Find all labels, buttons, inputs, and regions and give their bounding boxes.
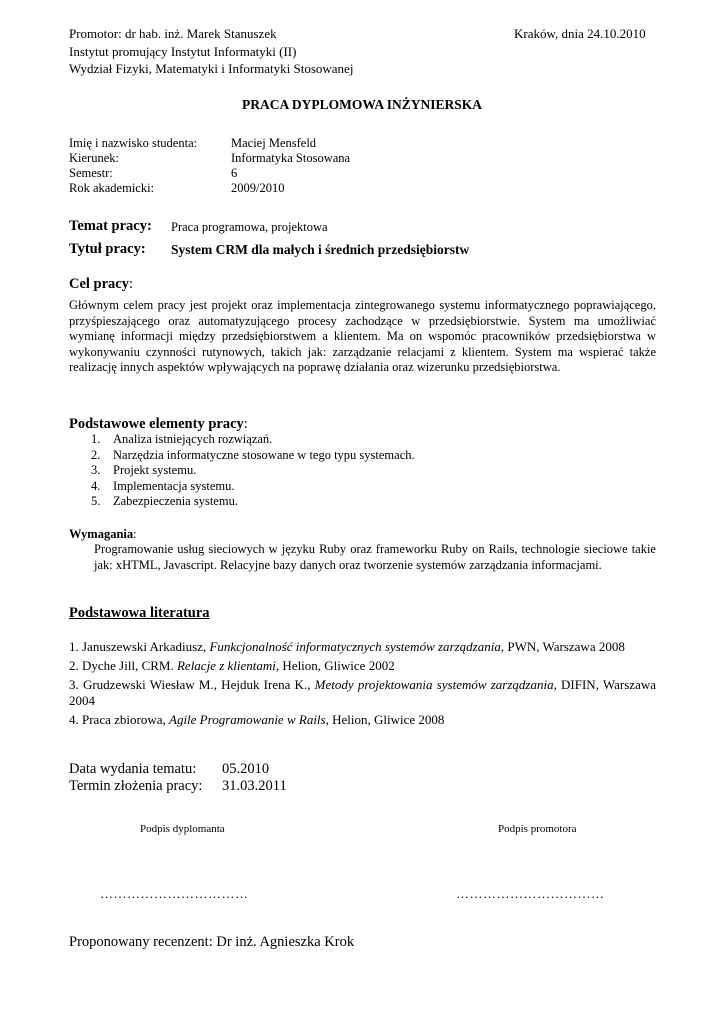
list-item-number: 5. [91, 494, 101, 508]
topic-value: Praca programowa, projektowa [171, 220, 328, 234]
semester-row [69, 166, 350, 181]
literature-title: Metody projektowania systemów zarządzania [314, 677, 554, 692]
due-date-value: 31.03.2011 [222, 778, 287, 794]
literature-title: Relacje z klientami [176, 658, 276, 673]
requirements-colon: : [133, 527, 137, 541]
literature-title: Funkcjonalność informatycznych systemów zarządzania [209, 639, 501, 654]
literature-publisher: , DIFIN, Warszawa 2004 [69, 677, 657, 708]
literature-authors: 2. Dyche Jill, CRM. [69, 658, 177, 673]
literature-title: Agile Programowanie w Rails [169, 712, 326, 727]
literature-heading: Podstawowa literatura [69, 605, 210, 621]
requirements-heading [69, 526, 137, 542]
list-item [91, 448, 415, 464]
academic-year-row [69, 181, 350, 196]
student-info [69, 136, 350, 196]
list-item-text: Zabezpieczenia systemu. [113, 494, 238, 508]
literature-item [69, 677, 656, 709]
goal-colon: : [129, 276, 134, 292]
student-name-label: Imię i nazwisko studenta: [69, 136, 198, 150]
place-date: Kraków, dnia 24.10.2010 [514, 26, 646, 41]
field-of-study-label: Kierunek: [69, 151, 119, 165]
literature-authors: 3. Grudzewski Wiesław M., Hejduk Irena K., [69, 677, 315, 692]
elements-label: Podstawowe elementy pracy [69, 416, 244, 432]
semester-label: Semestr: [69, 166, 113, 180]
literature-publisher: , Helion, Gliwice 2002 [275, 658, 395, 673]
issue-date-value: 05.2010 [222, 761, 270, 777]
list-item-text: Implementacja systemu. [113, 478, 235, 493]
thesis-title-value: System CRM dla małych i średnich przedsiębiorstw [171, 242, 470, 257]
list-item [91, 494, 415, 510]
topic-label: Temat pracy: [69, 218, 152, 234]
list-item [91, 463, 415, 479]
institute-line: Instytut promujący Instytut Informatyki (II) [69, 44, 297, 59]
literature-item [69, 712, 656, 728]
document-title: PRACA DYPLOMOWA INŻYNIERSKA [241, 97, 483, 112]
elements-colon: : [243, 416, 248, 432]
literature-publisher: , Helion, Gliwice 2008 [325, 712, 445, 727]
requirements-text: Programowanie usług sieciowych w języku Ruby oraz frameworku Ruby on Rails, technologie sieciowe takie jak: xHTML, Javascript. Relacyjne bazy danych oraz tworzenie systemów zarządzania informacjami. [94, 542, 656, 572]
elements-heading [69, 415, 248, 433]
requirements-label: Wymagania [69, 527, 134, 541]
semester-value: 6 [231, 166, 238, 180]
promotor-signature-line: …………………………… [456, 886, 605, 901]
literature-item [69, 639, 656, 655]
student-name-value: Maciej Mensfeld [231, 136, 317, 150]
promotor-signature-label: Podpis promotora [498, 823, 577, 835]
student-signature-line: …………………………… [100, 886, 249, 901]
list-item-number: 3. [91, 463, 101, 477]
issue-date-label: Data wydania tematu: [69, 761, 197, 777]
faculty-line: Wydział Fizyki, Matematyki i Informatyki Stosowanej [69, 61, 354, 76]
list-item-number: 4. [91, 478, 101, 493]
list-item-text: Narzędzia informatyczne stosowane w tego typu systemach. [113, 447, 415, 462]
list-item-number: 2. [91, 447, 101, 462]
due-date-label: Termin złożenia pracy: [69, 778, 203, 794]
goal-label: Cel pracy [69, 276, 129, 292]
list-item [91, 432, 415, 448]
goal-heading [69, 275, 133, 293]
literature-authors: 1. Januszewski Arkadiusz, [69, 639, 210, 654]
thesis-title-label: Tytuł pracy: [69, 241, 146, 257]
list-item-text: Analiza istniejących rozwiązań. [113, 432, 273, 446]
elements-list [91, 432, 415, 510]
field-of-study-row [69, 151, 350, 166]
promotor-line: Promotor: dr hab. inż. Marek Stanuszek [69, 26, 277, 41]
literature-item [69, 658, 656, 674]
list-item-text: Projekt systemu. [113, 463, 197, 477]
literature-publisher: , PWN, Warszawa 2008 [500, 639, 625, 654]
student-signature-label: Podpis dyplomanta [140, 823, 225, 835]
goal-text: Głównym celem pracy jest projekt oraz implementacja zintegrowanego systemu informatycznego poprawiającego, przyśpieszającego oraz automatyzującego procesy zachodzące w przedsiębiorstwie. System ma umożliwiać wymianę informacji między przedsiębiorstwem a klientem. Ma on wspomóc pracowników przedsiębiorstwa w wykonywaniu czynności rutynowych, takich jak: zarządzanie relacjami z klientem. System ma wspierać także realizację innych aspektów wpływających na poprawę działania oraz wizerunku przedsiębiorstwa. [69, 298, 656, 375]
literature-authors: 4. Praca zbiorowa, [69, 712, 169, 727]
field-of-study-value: Informatyka Stosowana [231, 151, 351, 165]
student-name-row [69, 136, 350, 151]
reviewer-line: Proponowany recenzent: Dr inż. Agnieszka Krok [69, 934, 355, 950]
academic-year-value: 2009/2010 [231, 181, 285, 195]
list-item-number: 1. [91, 432, 101, 446]
list-item [91, 479, 415, 495]
academic-year-label: Rok akademicki: [69, 181, 155, 195]
